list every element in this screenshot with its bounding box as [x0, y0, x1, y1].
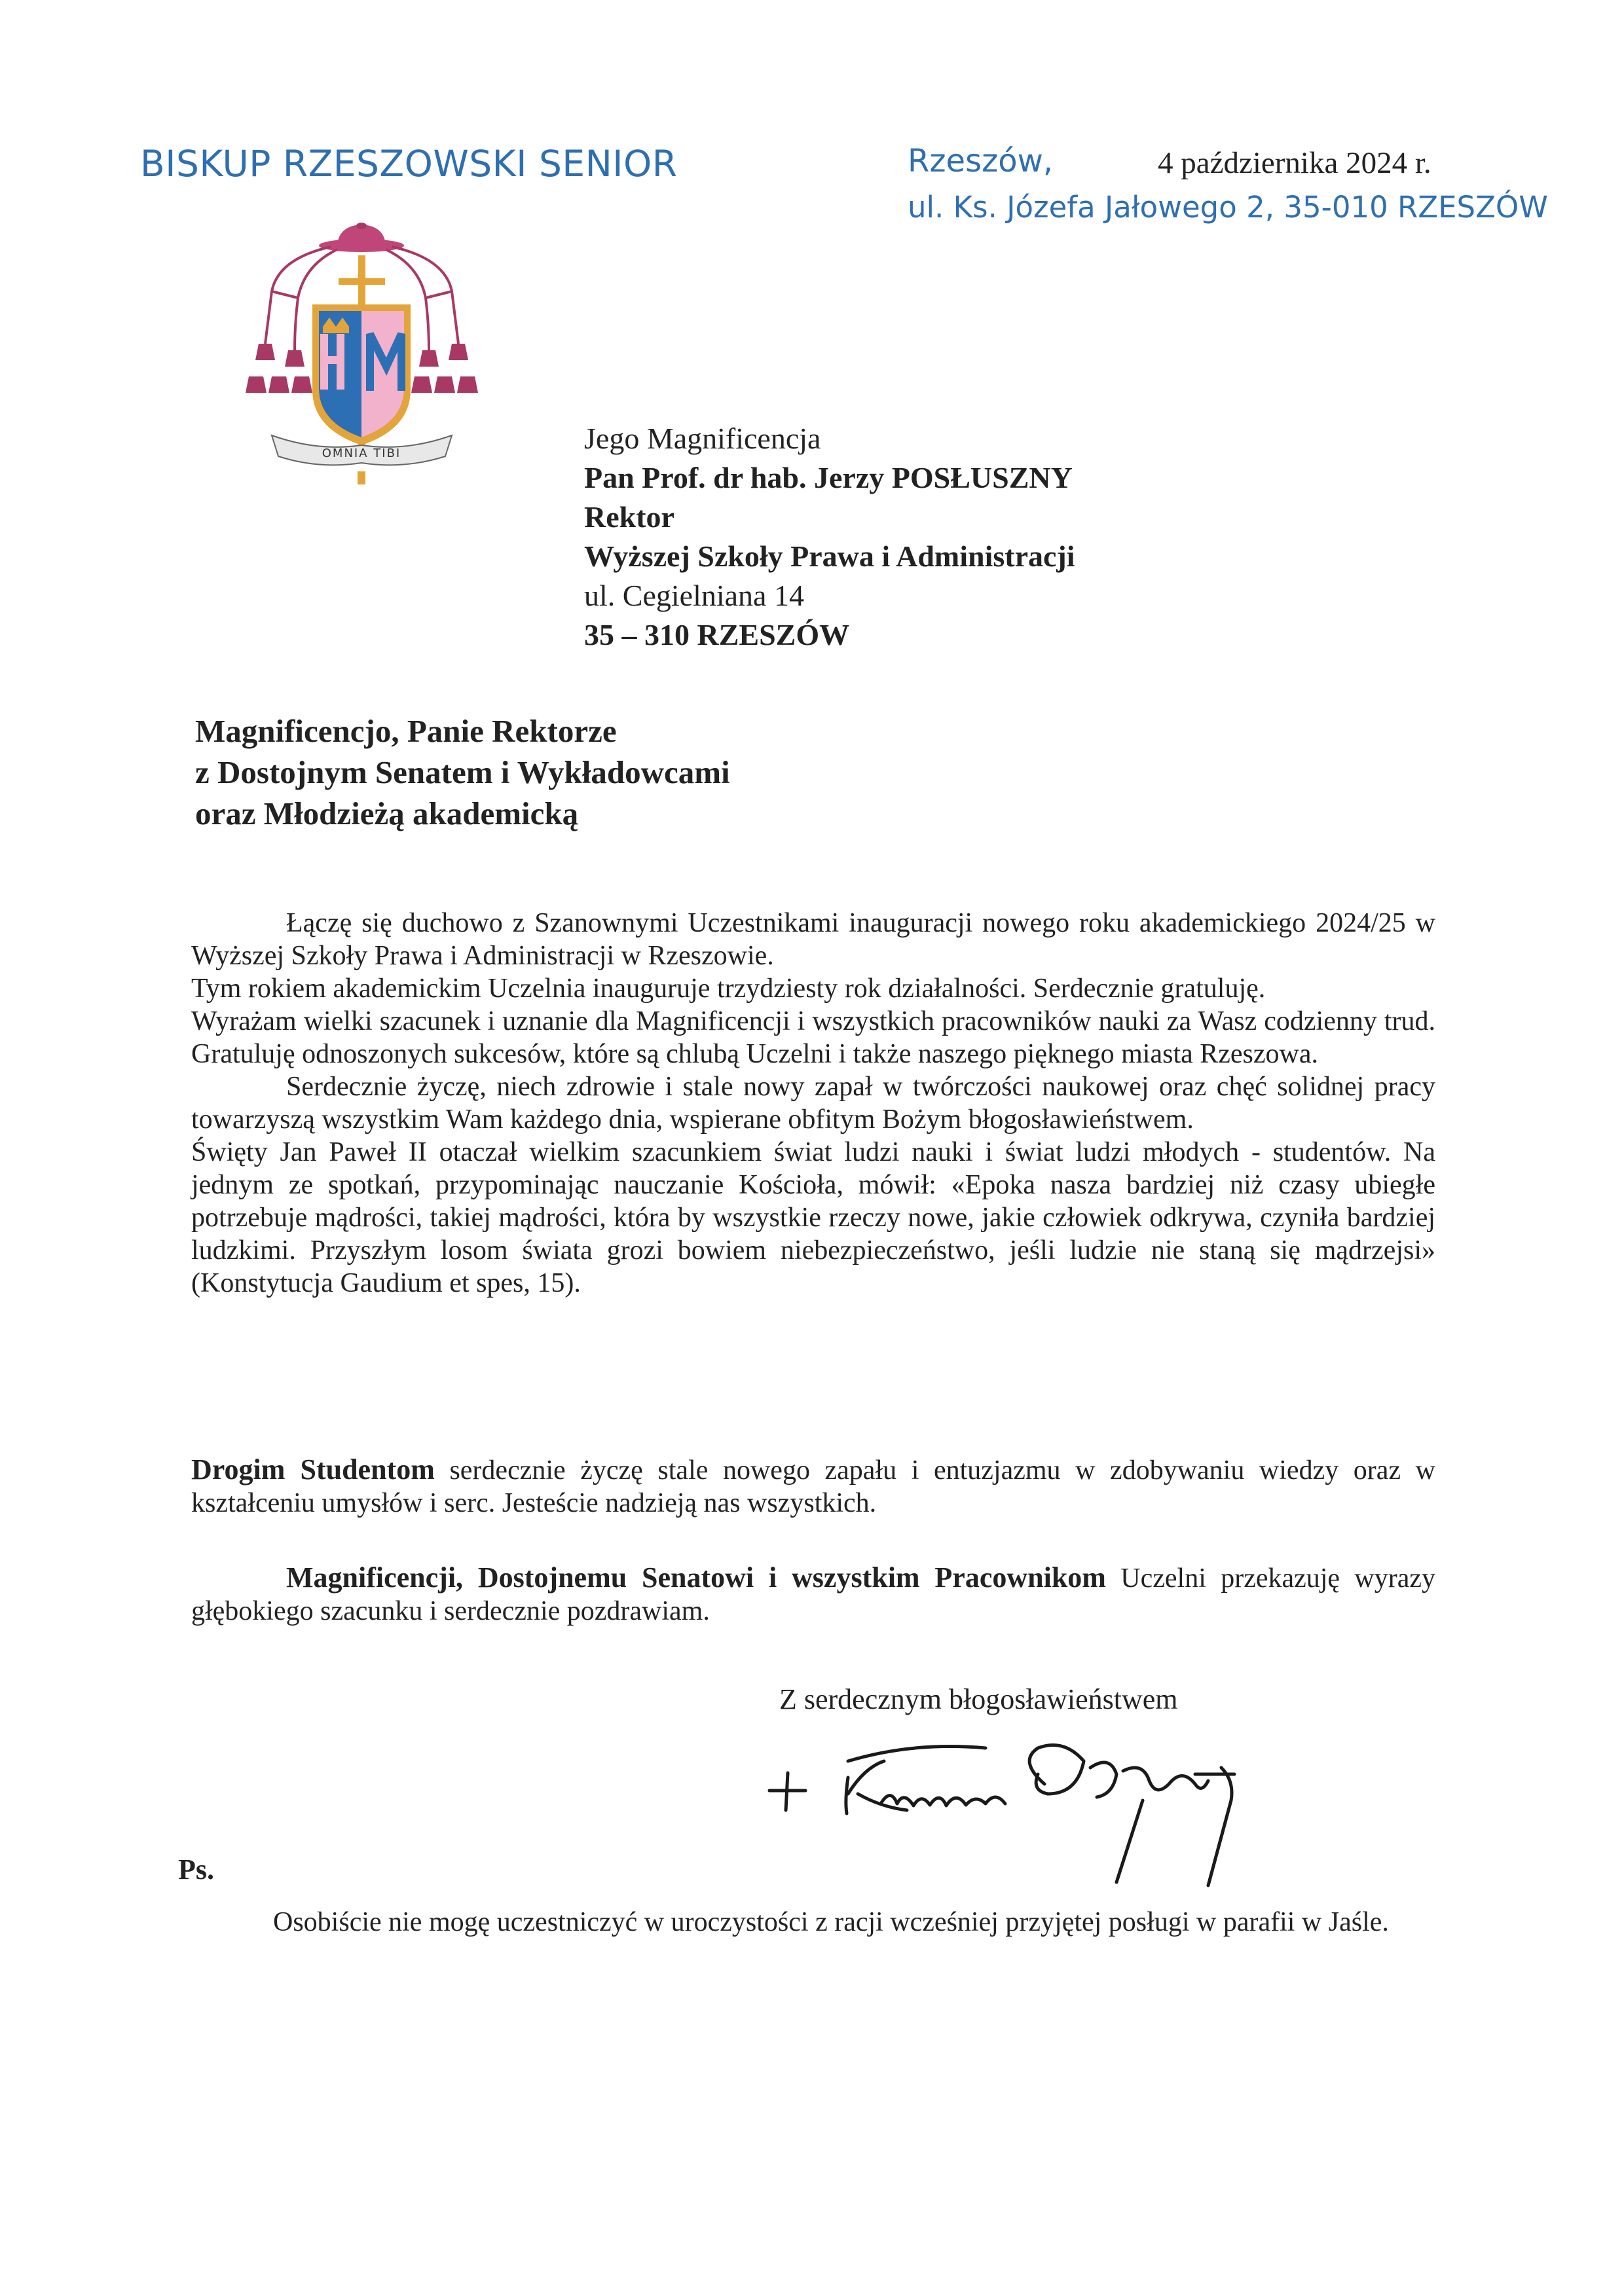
letter-body-students	[191, 1453, 1435, 1520]
recipient-institution: Wyższej Szkoły Prawa i Administracji	[584, 539, 1075, 573]
paragraph: Wyrażam wielki szacunek i uznanie dla Magnificencji i wszystkich pracowników nauki za Wasz codzienny trud. Gratuluję odnoszonych sukcesów, które są chlubą Uczelni i także naszego pięknego miasta Rzeszowa.	[191, 1006, 1435, 1069]
paragraph: Tym rokiem akademickim Uczelnia inauguruje trzydziesty rok działalności. Serdecznie gratuluję.	[191, 974, 1266, 1004]
salutation-line: z Dostojnym Senatem i Wykładowcami	[195, 754, 730, 790]
letter-date: 4 października 2024 r.	[1158, 146, 1431, 180]
episcopal-coat-of-arms	[232, 219, 491, 491]
postscript-label: Ps.	[178, 1853, 214, 1886]
handwritten-signature	[750, 1722, 1287, 1899]
recipient-street: ul. Cegielniana 14	[584, 579, 804, 612]
salutation-line: oraz Młodzieżą akademicką	[195, 795, 579, 831]
paragraph: Święty Jan Paweł II otaczał wielkim szacunkiem świat ludzi nauki i świat ludzi młodych - studentów. Na jednym ze spotkań, przypominając nauczanie Kościoła, mówił: «Epoka nasza bardziej niż czasy ubiegłe potrzebuje mądrości, takiej mądrości, która by wszystkie rzeczy nowe, jakie człowiek odkrywa, czyniła bardziej ludzkimi. Przyszłym losom świata grozi bowiem niebezpieczeństwo, jeśli ludzie nie staną się mądrzejsi» (Konstytucja Gaudium et spes, 15).	[191, 1137, 1435, 1298]
recipient-postal-city: 35 – 310 RZESZÓW	[584, 618, 850, 651]
salutation	[195, 710, 730, 834]
recipient-name: Pan Prof. dr hab. Jerzy POSŁUSZNY	[584, 461, 1073, 494]
closing-phrase: Z serdecznym błogosławieństwem	[779, 1683, 1178, 1715]
galero-hat-icon	[319, 223, 404, 252]
recipient-title: Rektor	[584, 500, 674, 534]
paragraph-text: Uczelni przekazuję wyrazy głębokiego szacunku i serdecznie pozdrawiam.	[191, 1563, 1436, 1626]
letterhead-address: ul. Ks. Józefa Jałowego 2, 35-010 RZESZÓW	[908, 190, 1548, 225]
paragraph: Serdecznie życzę, niech zdrowie i stale nowy zapał w twórczości naukowej oraz chęć solidnej pracy towarzyszą wszystkim Wam każdego dnia, wspierane obfitym Bożym błogosławieństwem.	[191, 1072, 1435, 1135]
motto-text: OMNIA TIBI	[322, 446, 401, 460]
paragraph-text: serdecznie życzę stale nowego zapału i entuzjazmu w zdobywaniu wiedzy oraz w kształceniu umysłów i serc. Jesteście nadzieją nas wszystkich.	[191, 1455, 1436, 1518]
shield-icon	[312, 304, 411, 445]
greetings-emphasis: Magnificencji, Dostojnemu Senatowi i wszystkim Pracownikom	[286, 1561, 1106, 1594]
letterhead-title: BISKUP RZESZOWSKI SENIOR	[140, 143, 678, 185]
recipient-line: Jego Magnificencja	[584, 422, 821, 455]
salutation-line: Magnificencjo, Panie Rektorze	[195, 713, 617, 749]
postscript-text: Osobiście nie mogę uczestniczyć w uroczystości z racji wcześniej przyjętej posługi w parafii w Jaśle.	[273, 1907, 1389, 1937]
paragraph	[191, 1561, 1435, 1628]
recipient-address-block	[584, 419, 1075, 655]
students-emphasis: Drogim Studentom	[191, 1453, 435, 1485]
letter-body-section-1	[191, 907, 1435, 1300]
letter-body-greetings	[191, 1561, 1435, 1628]
letterhead-city: Rzeszów,	[908, 143, 1054, 179]
paragraph: Łączę się duchowo z Szanownymi Uczestnikami inauguracji nowego roku akademickiego 2024/25 w Wyższej Szkoły Prawa i Administracji w Rzeszowie.	[191, 908, 1435, 971]
paragraph	[191, 1453, 1435, 1520]
